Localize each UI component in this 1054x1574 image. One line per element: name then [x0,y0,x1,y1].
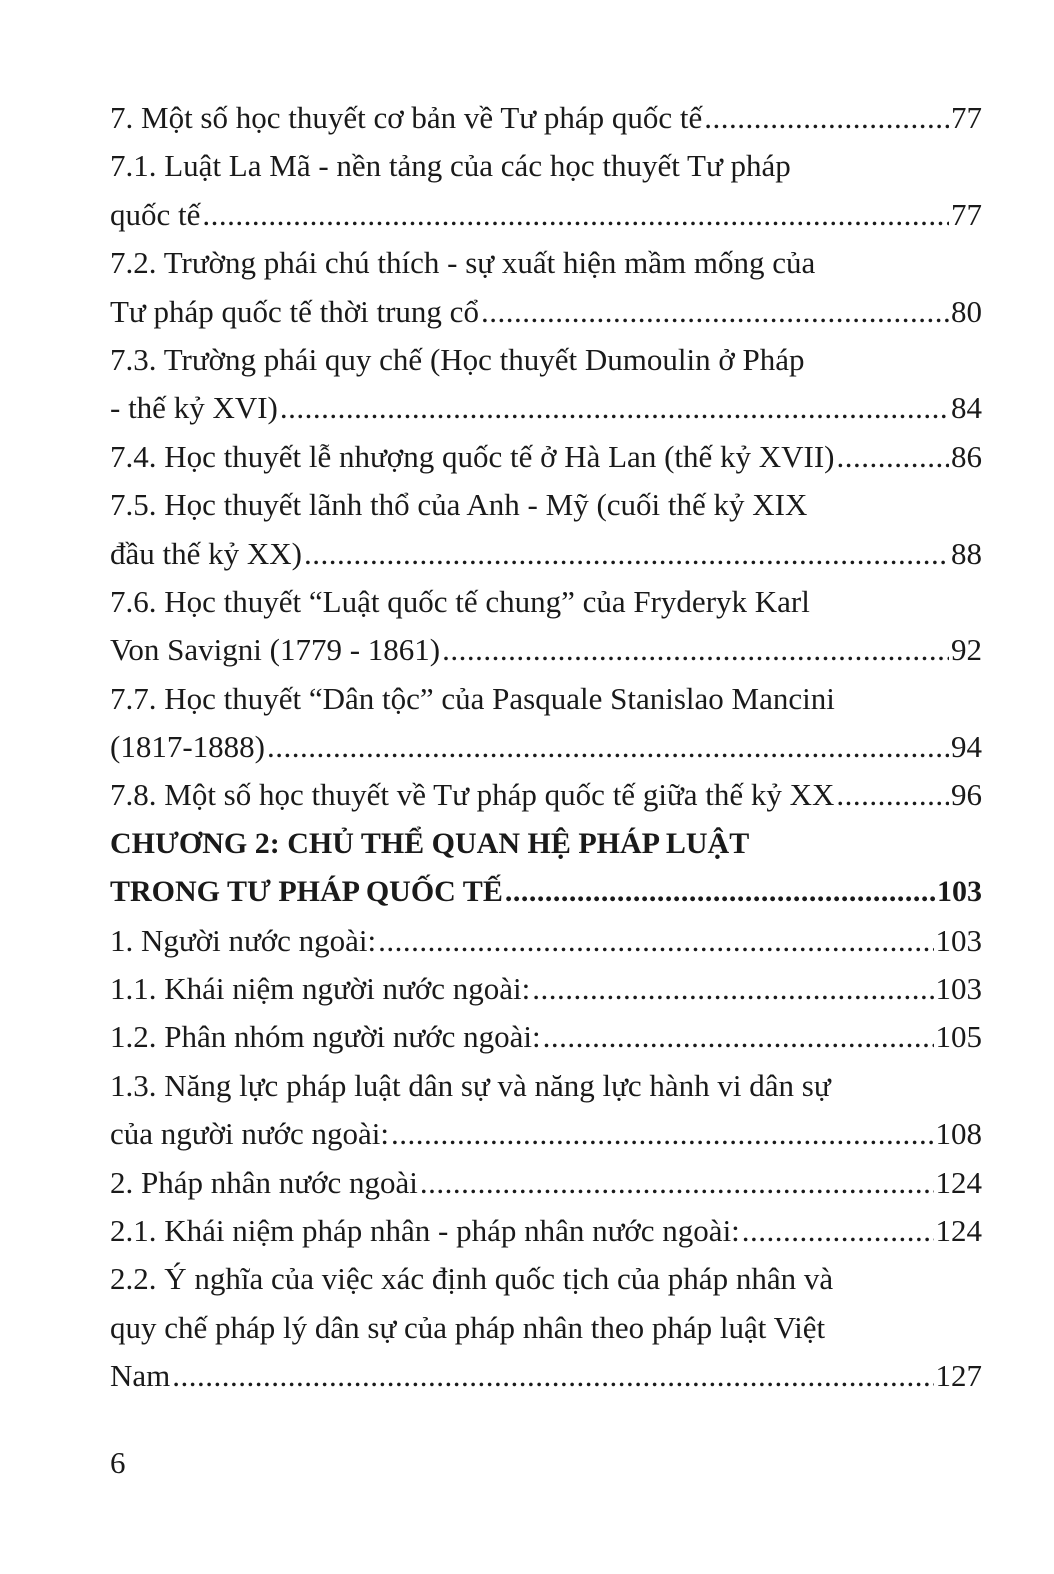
toc-entry-page: 124 [935,1212,982,1248]
dot-leader [704,94,949,142]
toc-entry-page: 108 [935,1116,982,1152]
toc-entry-title: 1.2. Phân nhóm người nước ngoài: [110,1019,541,1055]
toc-entry-title: Tư pháp quốc tế thời trung cổ [110,293,479,329]
toc-entry-page: 77 [951,196,982,232]
dot-leader [304,530,949,578]
toc-entry-page: 92 [951,632,982,668]
table-of-contents [110,94,982,1401]
toc-entry-page: 124 [935,1164,982,1200]
toc-entry-title: đầu thế kỷ XX) [110,535,302,571]
toc-entry [110,433,982,481]
toc-entry-title: 7.5. Học thuyết lãnh thổ của Anh - Mỹ (cuối thế kỷ XIX [110,487,808,523]
toc-entry-page: 86 [951,438,982,474]
toc-entry-title: Von Savigni (1779 - 1861) [110,632,441,668]
toc-entry-page: 94 [951,729,982,765]
toc-entry [110,1304,982,1352]
toc-entry-title: 7.4. Học thuyết lễ nhượng quốc tế ở Hà Lan (thế kỷ XVII) [110,438,835,474]
toc-entry-page: 88 [951,535,982,571]
toc-entry-title: quốc tế [110,196,201,232]
toc-entry [110,723,982,771]
toc-entry-title: 7.6. Học thuyết “Luật quốc tế chung” của Fryderyk Karl [110,583,810,619]
toc-entry-title: 2.2. Ý nghĩa của việc xác định quốc tịch của pháp nhân và [110,1261,834,1297]
toc-entry-title: 7.2. Trường phái chú thích - sự xuất hiện mầm mống của [110,245,816,281]
toc-entry [110,917,982,965]
toc-entry-title: 1.1. Khái niệm người nước ngoài: [110,971,531,1007]
toc-entry-page: 77 [951,100,982,135]
toc-entry [110,626,982,674]
toc-entry-page: 96 [951,777,982,813]
dot-leader [742,1207,934,1255]
dot-leader [420,1159,934,1207]
dot-leader [481,288,949,336]
dot-leader [442,626,949,674]
toc-entry [110,1159,982,1207]
toc-entry-title: của người nước ngoài: [110,1116,390,1152]
toc-entry [110,481,982,529]
dot-leader [378,917,933,965]
dot-leader [505,868,935,916]
dot-leader [836,771,949,819]
toc-entry [110,336,982,384]
toc-entry-title: TRONG TƯ PHÁP QUỐC TẾ [110,875,503,909]
toc-entry [110,191,982,239]
toc-entry [110,1013,982,1061]
toc-entry-title: 7.7. Học thuyết “Dân tộc” của Pasquale Stanislao Mancini [110,680,835,716]
toc-entry-title: 2. Pháp nhân nước ngoài [110,1164,418,1200]
toc-entry-page: 84 [951,390,982,426]
dot-leader [543,1013,934,1061]
toc-entry-page: 105 [935,1019,982,1055]
toc-entry-page: 103 [935,922,982,958]
dot-leader [172,1352,933,1400]
toc-entry-title: 7.8. Một số học thuyết về Tư pháp quốc tế giữa thế kỷ XX [110,777,835,813]
toc-entry-page: 127 [935,1358,982,1394]
dot-leader [267,723,949,771]
toc-entry-title: 7.3. Trường phái quy chế (Học thuyết Dumoulin ở Pháp [110,341,805,377]
toc-entry [110,1207,982,1255]
toc-entry [110,675,982,723]
toc-entry-page: 103 [937,875,982,909]
dot-leader [532,965,933,1013]
toc-entry [110,820,982,868]
toc-entry [110,288,982,336]
toc-entry [110,239,982,287]
toc-entry-page: 103 [935,971,982,1007]
toc-entry-title: 2.1. Khái niệm pháp nhân - pháp nhân nước ngoài: [110,1212,740,1248]
dot-leader [202,191,949,239]
toc-entry [110,965,982,1013]
toc-entry [110,578,982,626]
toc-entry [110,771,982,819]
toc-entry-title: 1. Người nước ngoài: [110,922,377,958]
toc-entry [110,384,982,432]
toc-entry [110,1352,982,1400]
toc-entry [110,868,982,916]
toc-entry-page: 80 [951,293,982,329]
toc-entry-title: 7.1. Luật La Mã - nền tảng của các học thuyết Tư pháp [110,148,791,184]
dot-leader [837,433,949,481]
toc-entry [110,1255,982,1303]
toc-entry-title: Nam [110,1358,171,1394]
dot-leader [280,384,949,432]
toc-entry-title: quy chế pháp lý dân sự của pháp nhân theo pháp luật Việt [110,1309,826,1345]
toc-entry [110,94,982,142]
toc-entry [110,142,982,190]
toc-entry [110,1062,982,1110]
toc-entry [110,530,982,578]
toc-entry-title: CHƯƠNG 2: CHỦ THỂ QUAN HỆ PHÁP LUẬT [110,826,750,860]
toc-entry-title: 1.3. Năng lực pháp luật dân sự và năng lực hành vi dân sự [110,1067,831,1103]
toc-entry-title: - thế kỷ XVI) [110,390,278,426]
toc-entry-title: 7. Một số học thuyết cơ bản về Tư pháp quốc tế [110,100,703,135]
page-number: 6 [110,1445,126,1480]
toc-entry [110,1110,982,1158]
dot-leader [391,1110,933,1158]
toc-entry-title: (1817-1888) [110,729,265,765]
